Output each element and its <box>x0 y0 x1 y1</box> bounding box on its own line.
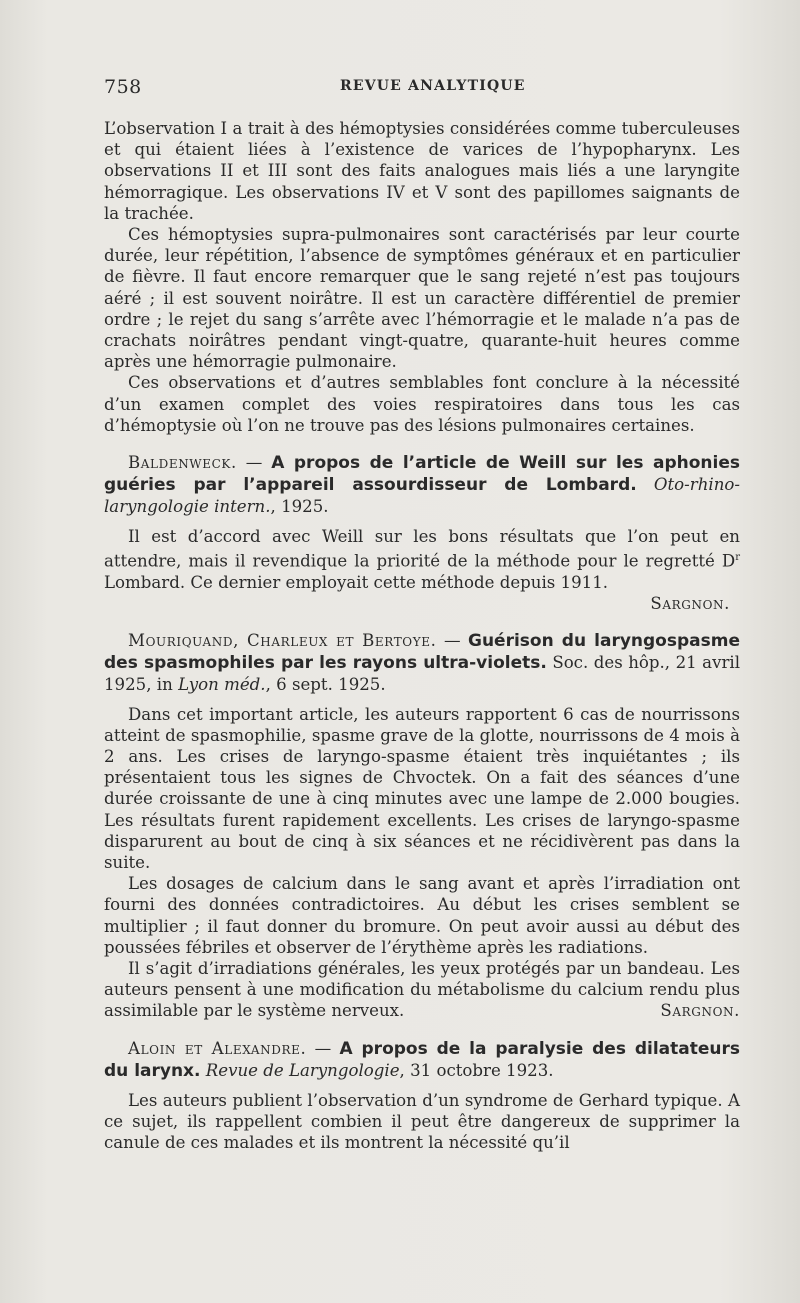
article-title: A propos de l’article de Weill sur les aphonies guéries par l’appareil assourdisseur de Lombard. <box>104 453 740 496</box>
paragraph: Ces hémoptysies supra-pulmonaires sont caractérisés par leur courte durée, leur répétition, l’absence de symptômes généraux et en particulier de fièvre. Il faut encore remarquer que le sang rejeté n’est pas toujours aéré ; il est souvent noirâtre. Il est un caractère différentiel de premier ordre ; le rejet du sang s’arrête avec l’hémorragie et le malade n’a pas de crachats noirâtres pendant vingt-quatre, quarante-huit heures comme après une hémorragie pulmonaire. <box>104 225 740 372</box>
paragraph: Les auteurs publient l’observation d’un syndrome de Gerhard typique. A ce sujet, ils rappellent combien il peut être dangereux de supprimer la canule de ces malades et ils montrent la nécessité qu’il <box>104 1091 740 1153</box>
publication-date: , 1925. <box>270 497 329 517</box>
dash: — <box>306 1038 340 1058</box>
article-title: Guérison du laryngospasme des spasmophiles par les rayons ultra-violets. <box>104 631 740 674</box>
paragraph: Dans cet important article, les auteurs rapportent 6 cas de nourrissons atteint de spasmophilie, spasme grave de la glotte, nourrissons de 4 mois à 2 ans. Les crises de laryngo-spasme étaient très inquiétantes ; ils présentaient tous les signes de Chvoctek. On a fait des séances d’une durée croissante de une à cinq minutes avec une lampe de 2.000 bougies. Les résultats furent rapidement excellents. Les crises de laryngo-spasme disparurent au bout de cinq à six séances et ne récidivèrent pas dans la suite. <box>104 704 740 873</box>
article-heading <box>104 630 740 696</box>
article-authors: Aloin et Alexandre. <box>128 1038 307 1058</box>
publication-date: , 31 octobre 1923. <box>399 1060 554 1080</box>
article-heading <box>104 1038 740 1082</box>
article-heading <box>104 452 740 518</box>
article-title: A propos de la paralysie des dilatateurs du larynx. <box>104 1038 740 1081</box>
page-body <box>104 118 740 1154</box>
running-title: REVUE ANALYTIQUE <box>340 78 526 94</box>
journal-name: Revue de Laryngologie <box>205 1060 400 1080</box>
journal-name: Oto-rhino-laryngologie intern. <box>104 475 740 517</box>
dash: — <box>236 453 272 473</box>
article-authors: Mouriquand, Charleux et Bertoye. <box>128 631 437 650</box>
article-author: Baldenweck. <box>128 453 237 473</box>
page-number: 758 <box>104 76 142 98</box>
article-body: Il est d’accord avec Weill sur les bons résultats que l’on peut en attendre, mais il revendique la priorité de la méthode pour le regretté $D^r$ Lombard. Ce dernier employait cette méthode depuis 1911. <box>104 526 740 592</box>
signature: Sargnon. <box>660 1001 740 1021</box>
paragraph: L’observation I a trait à des hémoptysies considérées comme tuberculeuses et qui étaient liées à l’existence de varices de l’hypopharynx. Les observations II et III sont des faits analogues mais liés a une laryngite hémorragique. Les observations IV et V sont des papillomes saignants de la trachée. <box>104 119 740 223</box>
paragraph: Ces observations et d’autres semblables font conclure à la nécessité d’un examen complet des voies respiratoires dans tous les cas d’hémoptysie où l’on ne trouve pas des lésions pulmonaires certaines. <box>104 373 740 435</box>
dash: — <box>436 631 468 650</box>
journal-name: Lyon méd. <box>178 675 266 695</box>
paragraph: Il s’agit d’irradiations générales, les yeux protégés par un bandeau. Les auteurs pensent à une modification du métabolisme du calcium rendu plus assimilable par le système nerveux. Sargnon. <box>104 959 740 1021</box>
paragraph: Les dosages de calcium dans le sang avant et après l’irradiation ont fourni des données contradictoires. Au début les crises semblent se multiplier ; il faut donner du bromure. On peut avoir aussi au début des poussées fébriles et observer de l’érythème après les radiations. <box>104 874 740 957</box>
publication-date: , 6 sept. 1925. <box>265 675 386 695</box>
page-header <box>104 76 744 100</box>
article-source: Soc. des hôp., 21 avril 1925, in <box>104 653 740 695</box>
signature: Sargnon. <box>650 593 730 613</box>
